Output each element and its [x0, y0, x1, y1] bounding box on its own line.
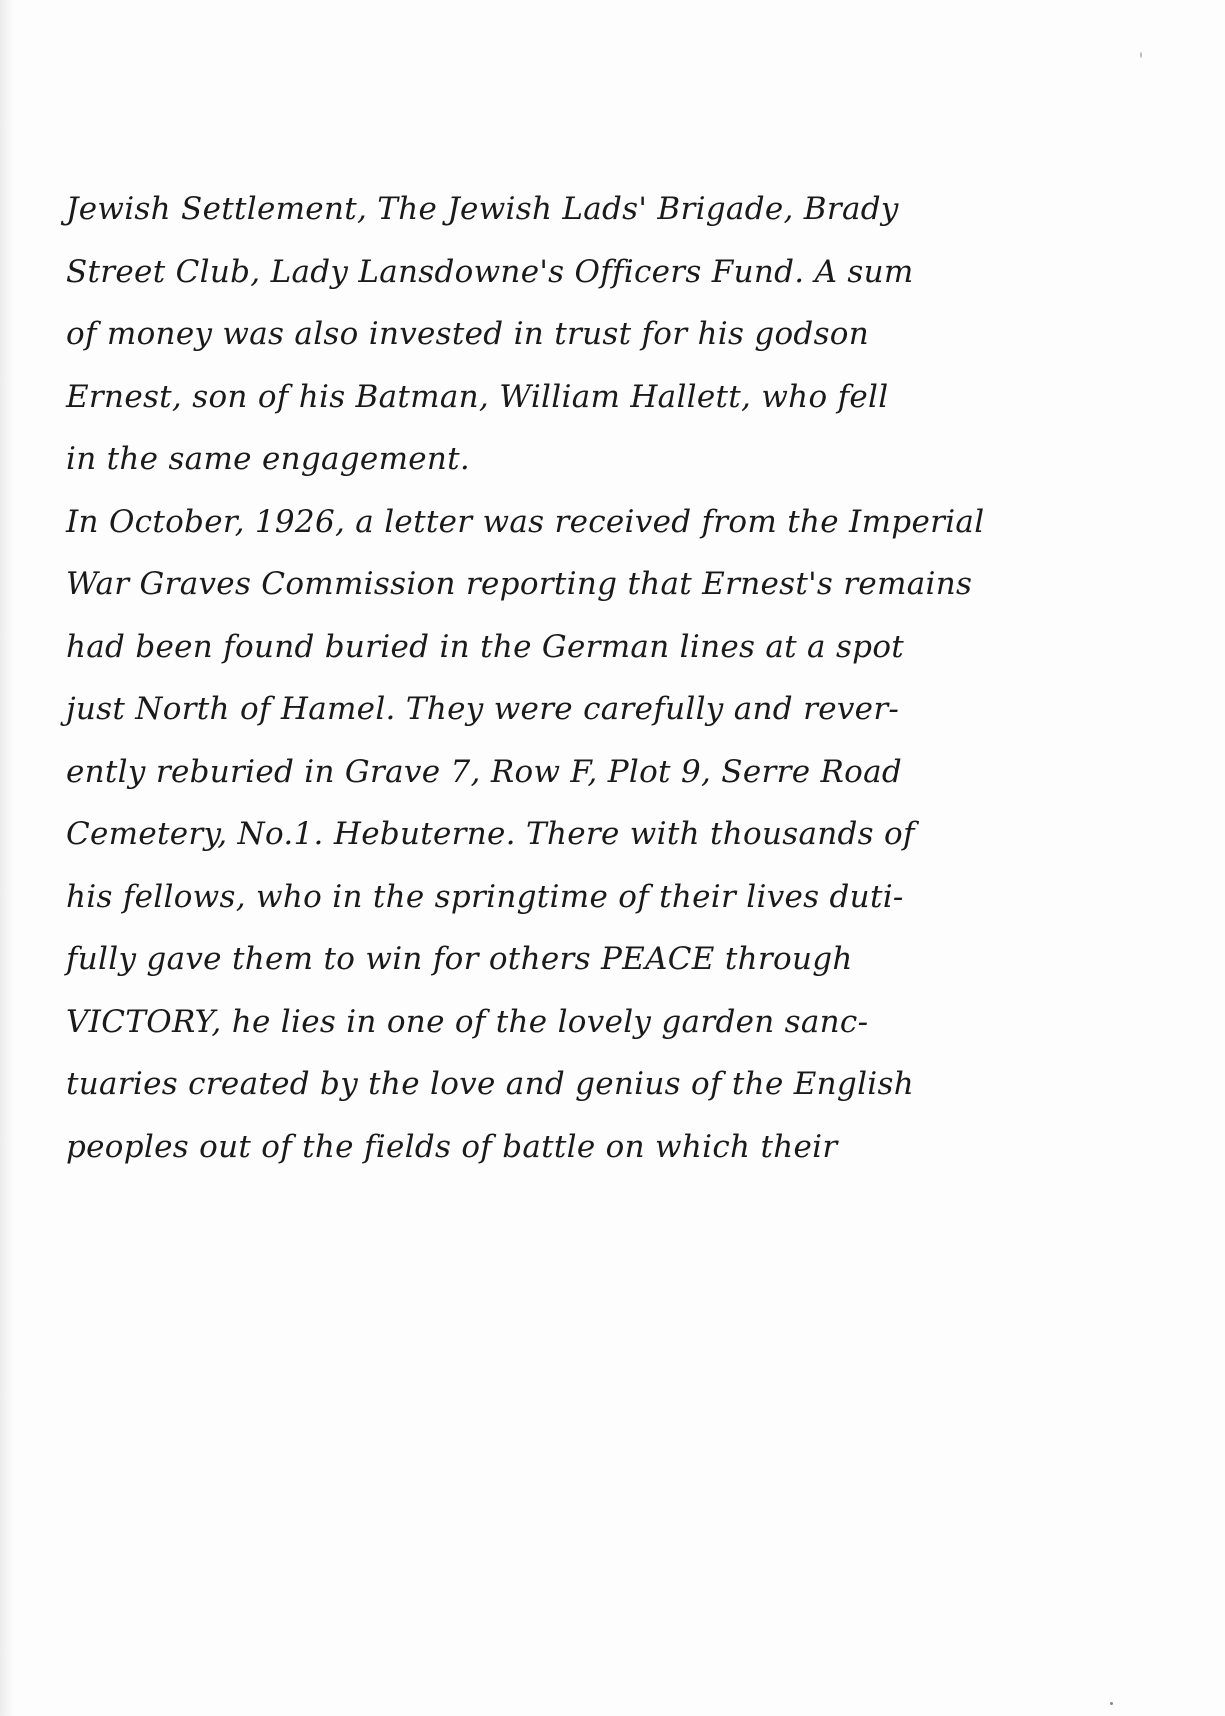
text-line: Jewish Settlement, The Jewish Lads' Brigade, Brady	[66, 191, 899, 227]
text-line: Ernest, son of his Batman, William Hallett, who fell	[66, 378, 889, 415]
text-line: just North of Hamel. They were carefully and rever-	[66, 691, 900, 727]
text-line: of money was also invested in trust for his godson	[66, 316, 870, 352]
text-line: Cemetery, No.1. Hebuterne. There with thousands of	[66, 816, 915, 852]
text-line: peoples out of the fields of battle on which their	[66, 1128, 838, 1165]
text-line: had been found buried in the German lines at a spot	[66, 628, 905, 665]
scan-edge-shadow	[0, 0, 14, 1716]
text-line: his fellows, who in the springtime of their lives duti-	[66, 878, 904, 915]
text-line: Street Club, Lady Lansdowne's Officers Fund. A sum	[66, 253, 914, 290]
text-line: ently reburied in Grave 7, Row F, Plot 9, Serre Road	[66, 753, 903, 790]
text-line: fully gave them to win for others PEACE through	[66, 941, 853, 977]
text-line: in the same engagement.	[66, 441, 471, 477]
text-line: tuaries created by the love and genius of the English	[66, 1066, 914, 1102]
text-line: VICTORY, he lies in one of the lovely garden sanc-	[66, 1003, 869, 1040]
scan-speck	[1140, 52, 1142, 58]
text-line: In October, 1926, a letter was received from the Imperial	[66, 503, 985, 540]
text-line: War Graves Commission reporting that Ernest's remains	[66, 566, 973, 602]
handwritten-text-block	[66, 178, 986, 1178]
scan-speck	[1110, 1702, 1113, 1705]
